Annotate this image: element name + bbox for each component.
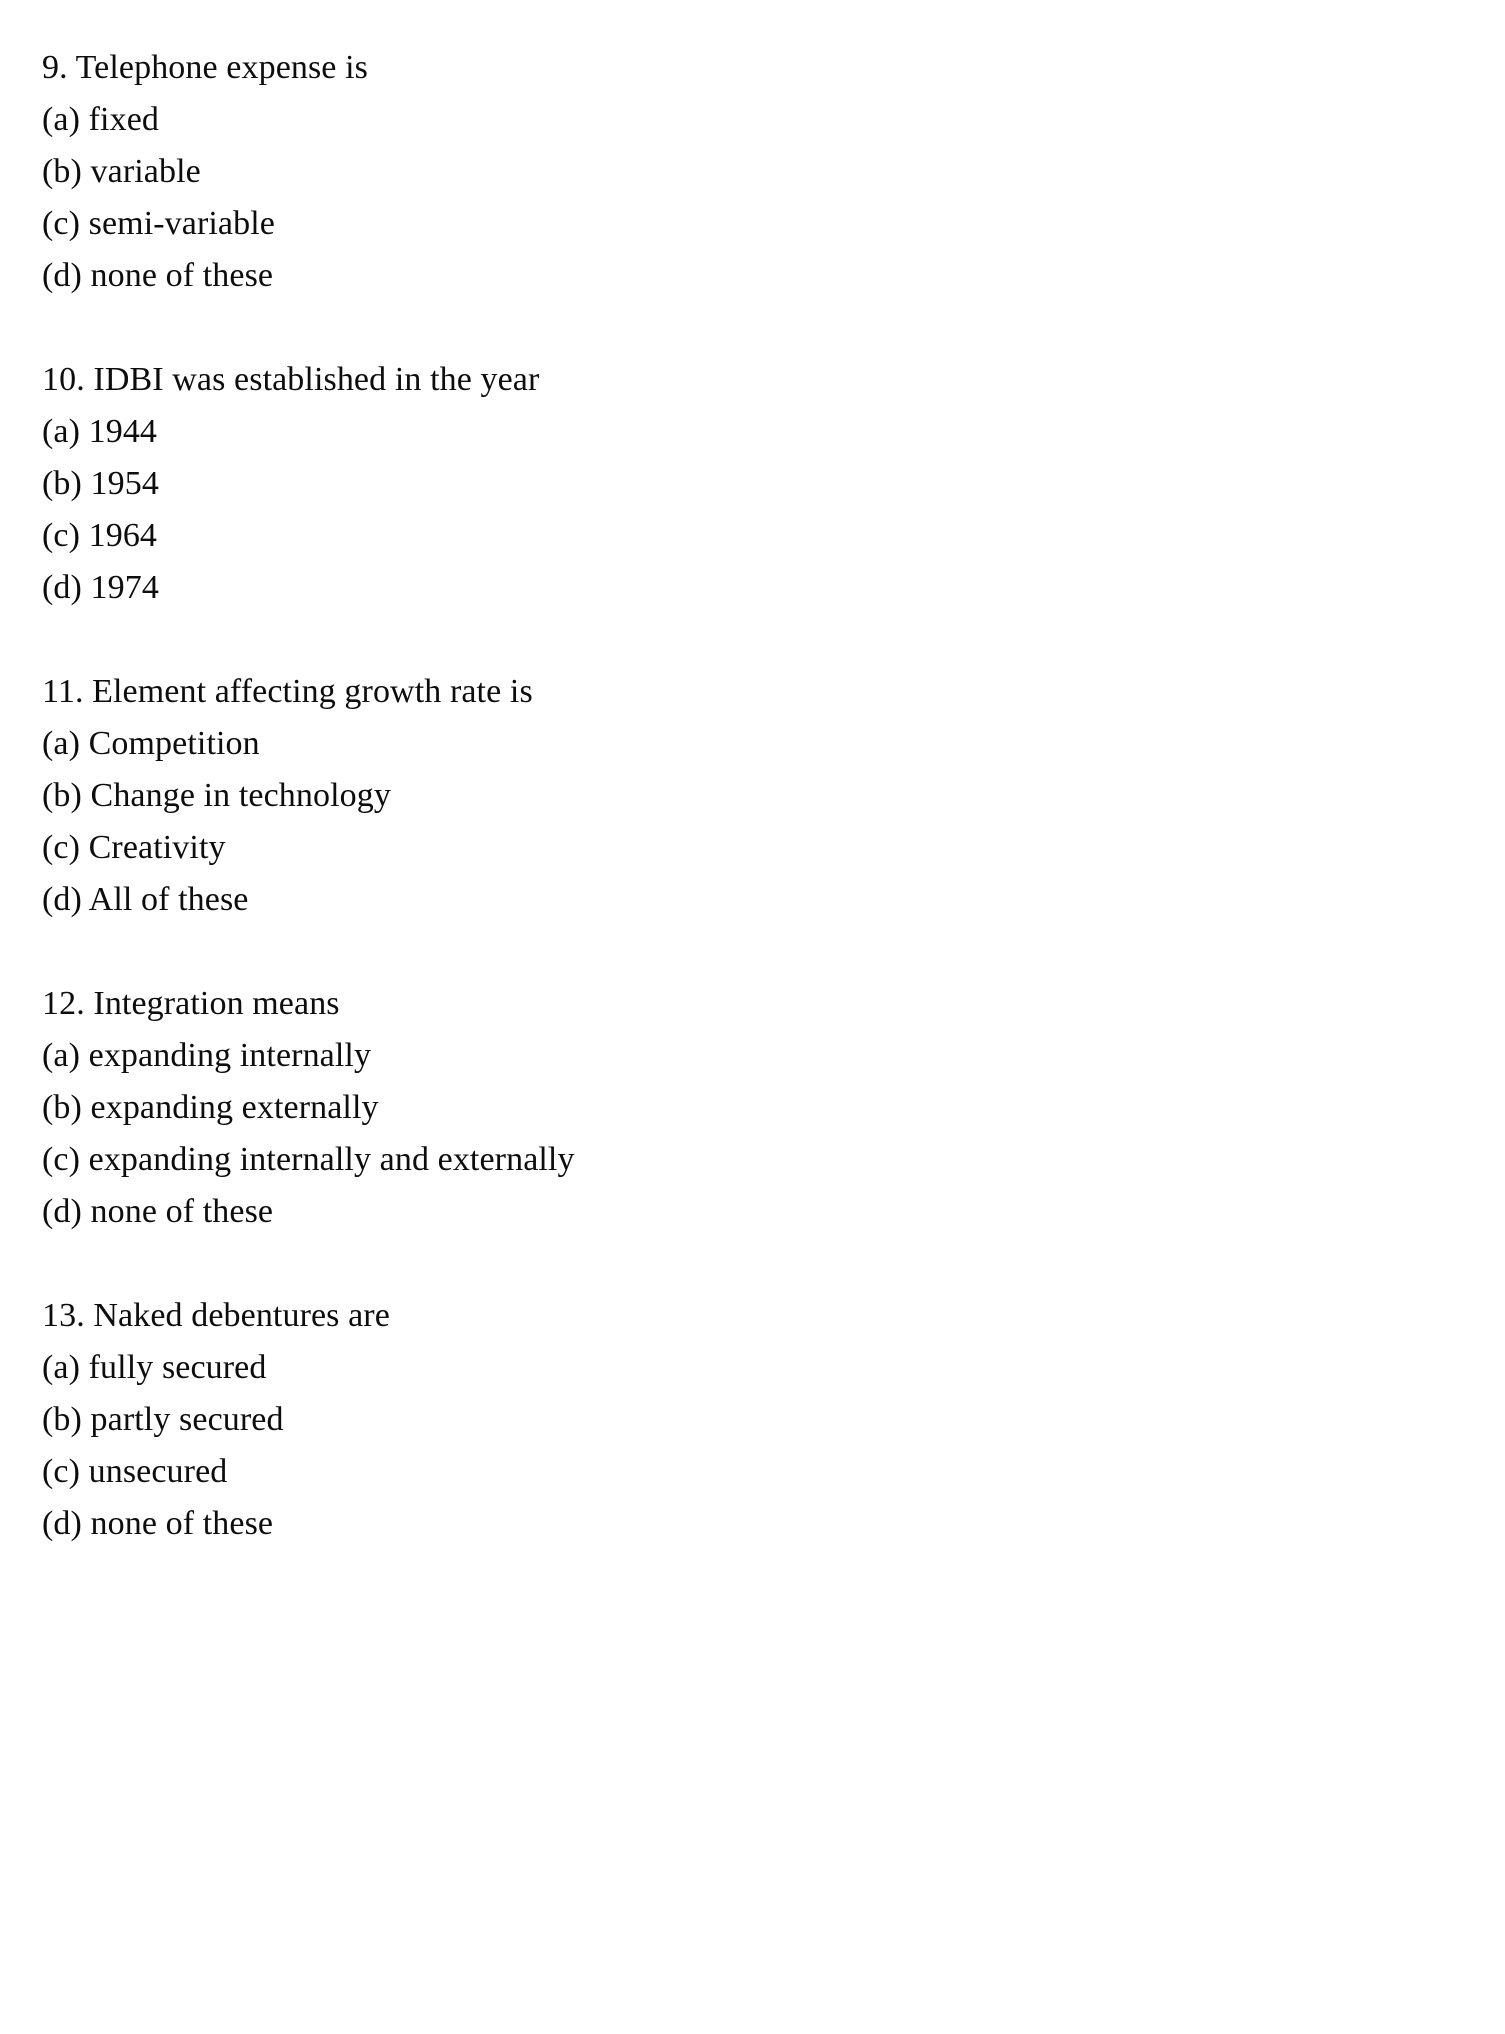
question-block-10 <box>42 354 1465 614</box>
question-option: (a) Competition <box>42 725 260 762</box>
question-option: (c) Creativity <box>42 829 226 866</box>
question-option: (d) none of these <box>42 1193 274 1230</box>
question-block-13 <box>42 1290 1465 1550</box>
question-option: (a) expanding internally <box>42 1037 372 1074</box>
question-option: (a) 1944 <box>42 413 158 450</box>
question-block-9 <box>42 42 1465 302</box>
question-stem: 10. IDBI was established in the year <box>42 361 540 398</box>
question-block-11 <box>42 666 1465 926</box>
question-option: (d) All of these <box>42 881 249 918</box>
question-stem: 11. Element affecting growth rate is <box>42 673 533 710</box>
question-stem: 12. Integration means <box>42 985 340 1022</box>
question-option: (b) partly secured <box>42 1401 284 1438</box>
question-option: (c) 1964 <box>42 517 158 554</box>
question-block-12 <box>42 978 1465 1238</box>
question-option: (d) 1974 <box>42 569 159 606</box>
question-option: (a) fully secured <box>42 1349 267 1386</box>
question-option: (d) none of these <box>42 1505 274 1542</box>
question-option: (b) variable <box>42 153 201 190</box>
question-stem: 9. Telephone expense is <box>42 49 368 86</box>
question-option: (d) none of these <box>42 257 274 294</box>
question-option: (b) 1954 <box>42 465 159 502</box>
question-option: (b) Change in technology <box>42 777 391 814</box>
question-option: (b) expanding externally <box>42 1089 379 1126</box>
question-stem: 13. Naked debentures are <box>42 1297 390 1334</box>
question-option: (c) unsecured <box>42 1453 228 1490</box>
question-option: (c) expanding internally and externally <box>42 1141 575 1178</box>
question-option: (a) fixed <box>42 101 159 138</box>
question-option: (c) semi-variable <box>42 205 275 242</box>
